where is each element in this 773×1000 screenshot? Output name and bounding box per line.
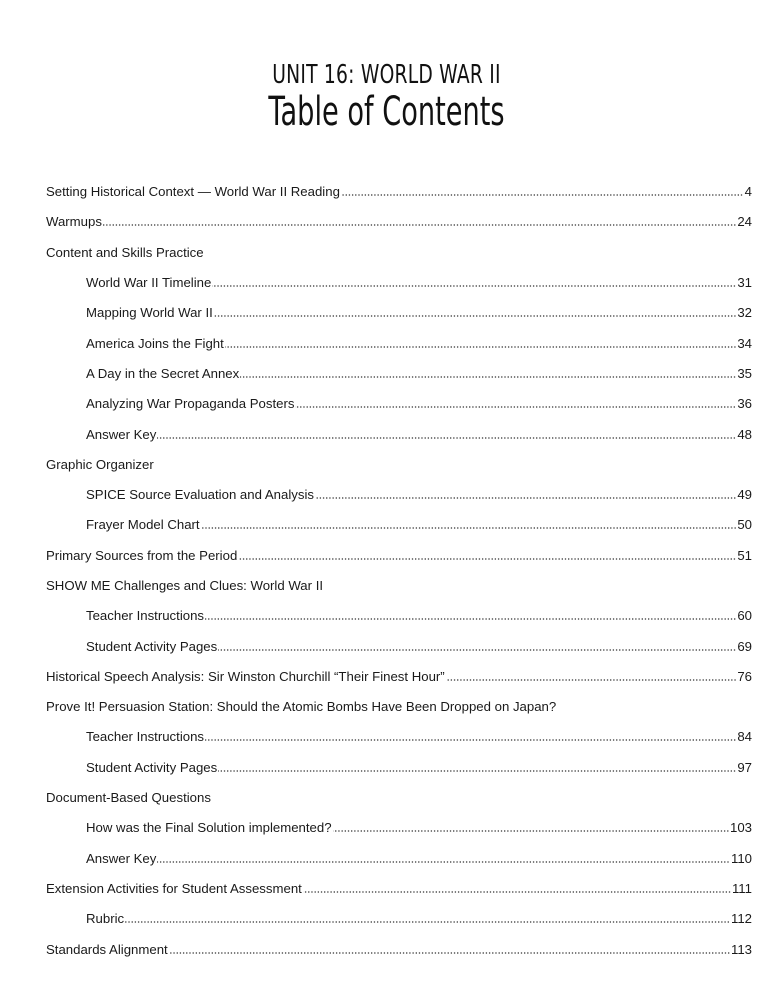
dot-leader xyxy=(157,437,736,439)
table-of-contents xyxy=(46,177,752,965)
toc-entry-label: America Joins the Fight xyxy=(86,335,224,351)
toc-entry xyxy=(46,722,752,752)
toc-section-heading xyxy=(46,571,752,601)
dot-leader xyxy=(341,194,743,196)
dot-leader xyxy=(315,497,736,499)
dot-leader xyxy=(205,618,736,620)
toc-entry-label: Teacher Instructions xyxy=(86,729,205,745)
toc-entry xyxy=(46,268,752,298)
toc-page-number: 112 xyxy=(730,911,752,927)
dot-leader xyxy=(295,406,736,408)
toc-entry xyxy=(46,874,752,904)
toc-page-number: 60 xyxy=(737,608,752,624)
toc-page-number: 76 xyxy=(737,668,752,684)
toc-entry xyxy=(46,207,752,237)
toc-page-number: 69 xyxy=(737,638,752,654)
toc-entry-label: Standards Alignment xyxy=(46,941,168,957)
toc-entry-label: Answer Key xyxy=(86,426,157,442)
toc-page-number: 4 xyxy=(744,184,752,200)
toc-entry-label: Teacher Instructions xyxy=(86,608,205,624)
toc-entry xyxy=(46,662,752,692)
dot-leader xyxy=(157,861,730,863)
toc-entry xyxy=(46,419,752,449)
toc-entry-label: A Day in the Secret Annex xyxy=(86,365,240,381)
toc-page-number: 97 xyxy=(737,759,752,775)
toc-entry-label: SPICE Source Evaluation and Analysis xyxy=(86,487,314,503)
toc-entry-label: Frayer Model Chart xyxy=(86,517,200,533)
toc-page-number: 31 xyxy=(737,275,752,291)
toc-entry xyxy=(46,389,752,419)
toc-entry xyxy=(46,813,752,843)
toc-entry xyxy=(46,934,752,964)
toc-entry-label: Prove It! Persuasion Station: Should the Atomic Bombs Have Been Dropped on Japan? xyxy=(46,699,557,715)
dot-leader xyxy=(446,679,737,681)
unit-title: UNIT 16: WORLD WAR II xyxy=(272,60,501,90)
toc-entry xyxy=(46,541,752,571)
dot-leader xyxy=(218,649,736,651)
dot-leader xyxy=(218,770,736,772)
toc-page-number: 48 xyxy=(737,426,752,442)
toc-entry xyxy=(46,904,752,934)
dot-leader xyxy=(238,558,736,560)
toc-page-number: 84 xyxy=(737,729,752,745)
dot-leader xyxy=(103,224,736,226)
toc-entry-label: Primary Sources from the Period xyxy=(46,547,238,563)
toc-entry-label: Rubric xyxy=(86,911,125,927)
dot-leader xyxy=(212,285,736,287)
toc-entry-label: Setting Historical Context — World War II Reading xyxy=(46,184,340,200)
dot-leader xyxy=(225,346,737,348)
toc-entry xyxy=(46,601,752,631)
toc-section-heading xyxy=(46,692,752,722)
toc-entry-label: Mapping World War II xyxy=(86,305,213,321)
toc-page-number: 113 xyxy=(730,941,752,957)
dot-leader xyxy=(214,315,737,317)
dot-leader xyxy=(240,376,736,378)
dot-leader xyxy=(303,891,731,893)
toc-entry xyxy=(46,510,752,540)
toc-page-number: 49 xyxy=(737,487,752,503)
dot-leader xyxy=(169,952,730,954)
toc-entry xyxy=(46,631,752,661)
toc-page-number: 36 xyxy=(737,396,752,412)
toc-page-number: 111 xyxy=(731,880,752,896)
page-title: Table of Contents xyxy=(268,89,505,135)
document-header xyxy=(0,60,773,134)
toc-entry xyxy=(46,328,752,358)
toc-entry-label: Warmups xyxy=(46,214,102,230)
toc-entry xyxy=(46,298,752,328)
toc-entry-label: Content and Skills Practice xyxy=(46,244,204,260)
toc-section-heading xyxy=(46,450,752,480)
toc-entry xyxy=(46,480,752,510)
toc-entry-label: SHOW ME Challenges and Clues: World War II xyxy=(46,578,324,593)
toc-entry xyxy=(46,753,752,783)
toc-section-heading xyxy=(46,238,752,268)
toc-entry-label: Document-Based Questions xyxy=(46,790,211,806)
toc-entry xyxy=(46,177,752,207)
toc-page-number: 50 xyxy=(737,517,752,533)
toc-entry-label: Historical Speech Analysis: Sir Winston Churchill “Their Finest Hour” xyxy=(46,668,445,684)
toc-entry-label: Answer Key xyxy=(86,850,157,866)
toc-entry-label: Graphic Organizer xyxy=(46,456,154,472)
toc-page-number: 103 xyxy=(729,820,752,836)
dot-leader xyxy=(333,830,729,832)
toc-entry xyxy=(46,359,752,389)
toc-entry-label: Student Activity Pages xyxy=(86,638,218,654)
toc-page-number: 51 xyxy=(737,547,752,563)
dot-leader xyxy=(201,527,737,529)
toc-entry-label: Student Activity Pages xyxy=(86,759,218,775)
dot-leader xyxy=(205,739,736,741)
toc-section-heading xyxy=(46,783,752,813)
toc-entry-label: How was the Final Solution implemented? xyxy=(86,820,332,836)
toc-page-number: 110 xyxy=(730,850,752,866)
dot-leader xyxy=(125,921,730,923)
toc-page-number: 35 xyxy=(737,365,752,381)
toc-page-number: 24 xyxy=(737,214,752,230)
toc-entry-label: Extension Activities for Student Assessment xyxy=(46,880,302,896)
toc-page-number: 34 xyxy=(737,335,752,351)
toc-entry-label: World War II Timeline xyxy=(86,275,212,291)
toc-page-number: 32 xyxy=(737,305,752,321)
toc-entry xyxy=(46,844,752,874)
toc-entry-label: Analyzing War Propaganda Posters xyxy=(86,396,295,412)
